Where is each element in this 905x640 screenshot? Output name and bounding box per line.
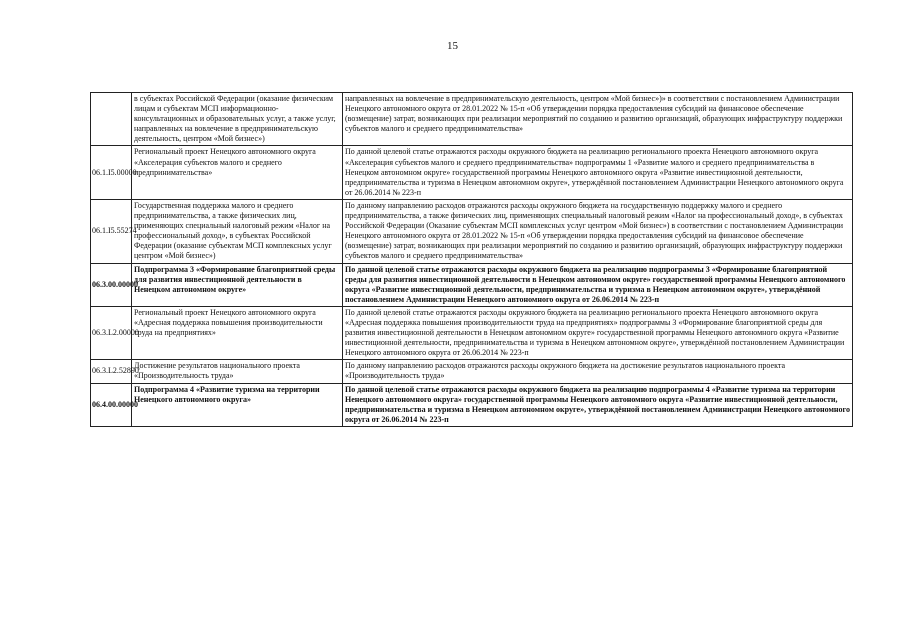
- target-article-description: По данной целевой статье отражаются расходы окружного бюджета на реализацию регионального проекта Ненецкого автономного округа «Адресная поддержка повышения производительности труда на предприятиях» подпрограммы 3 «Формирование благоприятной среды для развития инвестиционной деятельности в Ненецком автономном округе» государственной программы Ненецкого автономного округа «Развитие инвестиционной деятельности, предпринимательства и туризма в Ненецком автономном округе», утверждённой постановлением Администрации Ненецкого автономного округа от 26.06.2014 № 223-п: [343, 306, 853, 359]
- target-article-code: 06.1.I5.55274: [91, 199, 132, 263]
- table-row: [91, 93, 853, 146]
- table-row: [91, 306, 853, 359]
- target-article-name: Достижение результатов национального проекта «Производительность труда»: [132, 360, 343, 383]
- table-row: [91, 263, 853, 306]
- target-article-name: Подпрограмма 3 «Формирование благоприятной среды для развития инвестиционной деятельности в Ненецком автономном округе»: [132, 263, 343, 306]
- budget-classification-table: [90, 92, 853, 427]
- target-article-name: Государственная поддержка малого и среднего предпринимательства, а также физических лиц, применяющих специальный налоговый режим «Налог на профессиональный доход», в субъектах Российской Федерации (оказание субъектам МСП комплексных услуг центром «Мой бизнес»): [132, 199, 343, 263]
- target-article-description: По данному направлению расходов отражаются расходы окружного бюджета на достижение результатов национального проекта «Производительность труда»: [343, 360, 853, 383]
- page-number: 15: [447, 40, 458, 52]
- target-article-description: По данной целевой статье отражаются расходы окружного бюджета на реализацию подпрограммы 3 «Формирование благоприятной среды для развития инвестиционной деятельности в Ненецком автономном округе» государственной программы Ненецкого автономного округа «Развитие инвестиционной деятельности, предпринимательства и туризма в Ненецком автономном округе», утверждённой постановлением Администрации Ненецкого автономного округа от 26.06.2014 № 223-п: [343, 263, 853, 306]
- target-article-description: направленных на вовлечение в предпринимательскую деятельность, центром «Мой бизнес»)» в соответствии с постановлением Администрации Ненецкого автономного округа от 28.01.2022 № 15-п «Об утверждении порядка предоставления субсидий на финансовое обеспечение (возмещение) затрат, возникающих при реализации мероприятий по созданию и развитию организаций, образующих инфраструктуру поддержки субъектов малого и среднего предпринимательства»: [343, 93, 853, 146]
- table-row: [91, 383, 853, 426]
- target-article-code: 06.3.00.00000: [91, 263, 132, 306]
- target-article-code: 06.1.I5.00000: [91, 146, 132, 199]
- target-article-name: Подпрограмма 4 «Развитие туризма на территории Ненецкого автономного округа»: [132, 383, 343, 426]
- target-article-description: По данному направлению расходов отражаются расходы окружного бюджета на государственную поддержку малого и среднего предпринимательства, а также физических лиц, применяющих специальный налоговый режим «Налог на профессиональный доход», в субъектах Российской Федерации (Оказание субъектам МСП комплексных услуг центром «Мой бизнес») в соответствии с постановлением Администрации Ненецкого автономного округа от 28.01.2022 № 15-п «Об утверждении порядка предоставления субсидий на финансовое обеспечение (возмещение) затрат, возникающих при реализации мероприятий по созданию и развитию организаций, образующих инфраструктуру поддержки субъектов малого и среднего предпринимательства»: [343, 199, 853, 263]
- table-row: [91, 146, 853, 199]
- target-article-name: Региональный проект Ненецкого автономного округа «Адресная поддержка повышения производительности труда на предприятиях»: [132, 306, 343, 359]
- table-row: [91, 199, 853, 263]
- target-article-code: 06.3.L2.52890: [91, 360, 132, 383]
- target-article-name: Региональный проект Ненецкого автономного округа «Акселерация субъектов малого и среднего предпринимательства»: [132, 146, 343, 199]
- target-article-description: По данной целевой статье отражаются расходы окружного бюджета на реализацию регионального проекта Ненецкого автономного округа «Акселерация субъектов малого и среднего предпринимательства» подпрограммы 1 «Развитие малого и среднего предпринимательства в Ненецком автономном округе» государственной программы Ненецкого автономного округа «Развитие инвестиционной деятельности, предпринимательства и туризма в Ненецком автономном округе», утверждённой постановлением Администрации Ненецкого автономного округа от 26.06.2014 № 223-п: [343, 146, 853, 199]
- target-article-name: в субъектах Российской Федерации (оказание физическим лицам и субъектам МСП информационно-консультационных и образовательных услуг, а также услуг, направленных на вовлечение в предпринимательскую деятельность, центром «Мой бизнес»): [132, 93, 343, 146]
- target-article-code: 06.3.L2.00000: [91, 306, 132, 359]
- target-article-code: [91, 93, 132, 146]
- table-row: [91, 360, 853, 383]
- target-article-description: По данной целевой статье отражаются расходы окружного бюджета на реализацию подпрограммы 4 «Развитие туризма на территории Ненецкого автономного округа» государственной программы Ненецкого автономного округа «Развитие инвестиционной деятельности, предпринимательства и туризма в Ненецком автономном округе», утверждённой постановлением Администрации Ненецкого автономного округа от 26.06.2014 № 223-п: [343, 383, 853, 426]
- target-article-code: 06.4.00.00000: [91, 383, 132, 426]
